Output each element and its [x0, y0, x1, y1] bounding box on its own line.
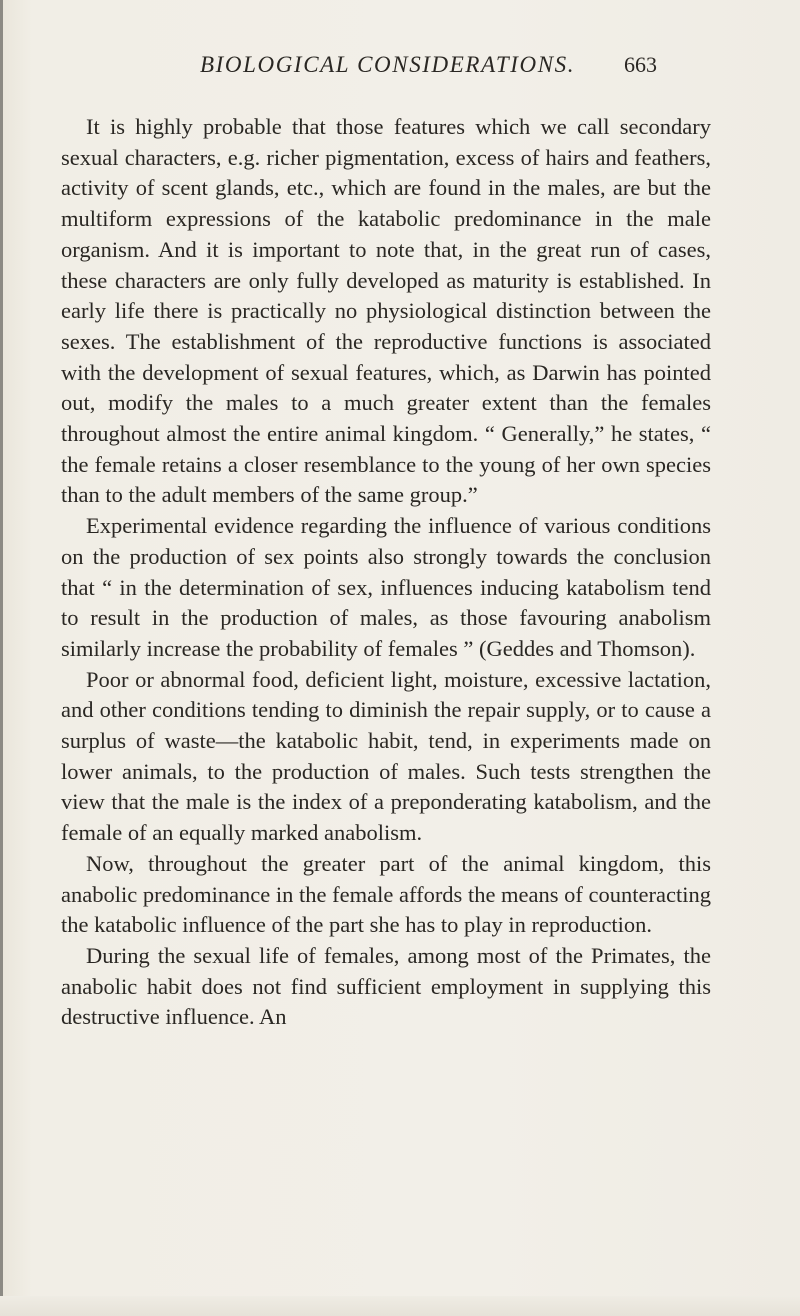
page-edge-shadow — [0, 0, 3, 1316]
running-title: BIOLOGICAL CONSIDERATIONS. — [200, 52, 576, 77]
paragraph-experimental-evidence: Experimental evidence regarding the influence of various conditions on the production of sex points also strongly towards the conclusion that “ in the determination of sex, influences inducing katabolism tend to result in the production of males, as those favouring anabolism similarly increase the probability of females ” (Geddes and Thomson). — [61, 513, 711, 661]
paragraph-anabolic-predominance: Now, throughout the greater part of the animal kingdom, this anabolic predominance in the female affords the means of counteracting the katabolic influence of the part she has to play in reproduction. — [61, 850, 711, 938]
paragraph-secondary-characters: It is highly probable that those features which we call secondary sexual characters, e.g. richer pigmentation, excess of hairs and feathers, activity of scent glands, etc., which are found in the males, are but the multiform expressions of the katabolic predominance in the male organism. And it is important to note that, in the great run of cases, these characters are only fully developed as maturity is established. In early life there is practically no physiological distinction between the sexes. The establishment of the reproductive functions is associated with the development of sexual features, which, as Darwin has pointed out, modify the males to a much greater extent than the females throughout almost the entire animal kingdom. “ Generally,” he states, “ the female retains a closer resemblance to the young of her own species than to the adult members of the same group.” — [61, 114, 711, 508]
paragraph-abnormal-food: Poor or abnormal food, deficient light, moisture, excessive lactation, and other conditions tending to diminish the repair supply, or to cause a surplus of waste—the katabolic habit, tend, in experiments made on lower animals, to the production of males. Such tests strengthen the view that the male is the index of a preponderating katabolism, and the female of an equally marked anabolism. — [61, 666, 711, 846]
body-text — [61, 112, 711, 1033]
running-header — [0, 52, 800, 88]
paragraph-primates: During the sexual life of females, among most of the Primates, the anabolic habit does not find sufficient employment in supplying this destructive influence. An — [61, 942, 711, 1030]
page-bottom-edge — [0, 1296, 800, 1316]
page-number: 663 — [624, 52, 657, 77]
